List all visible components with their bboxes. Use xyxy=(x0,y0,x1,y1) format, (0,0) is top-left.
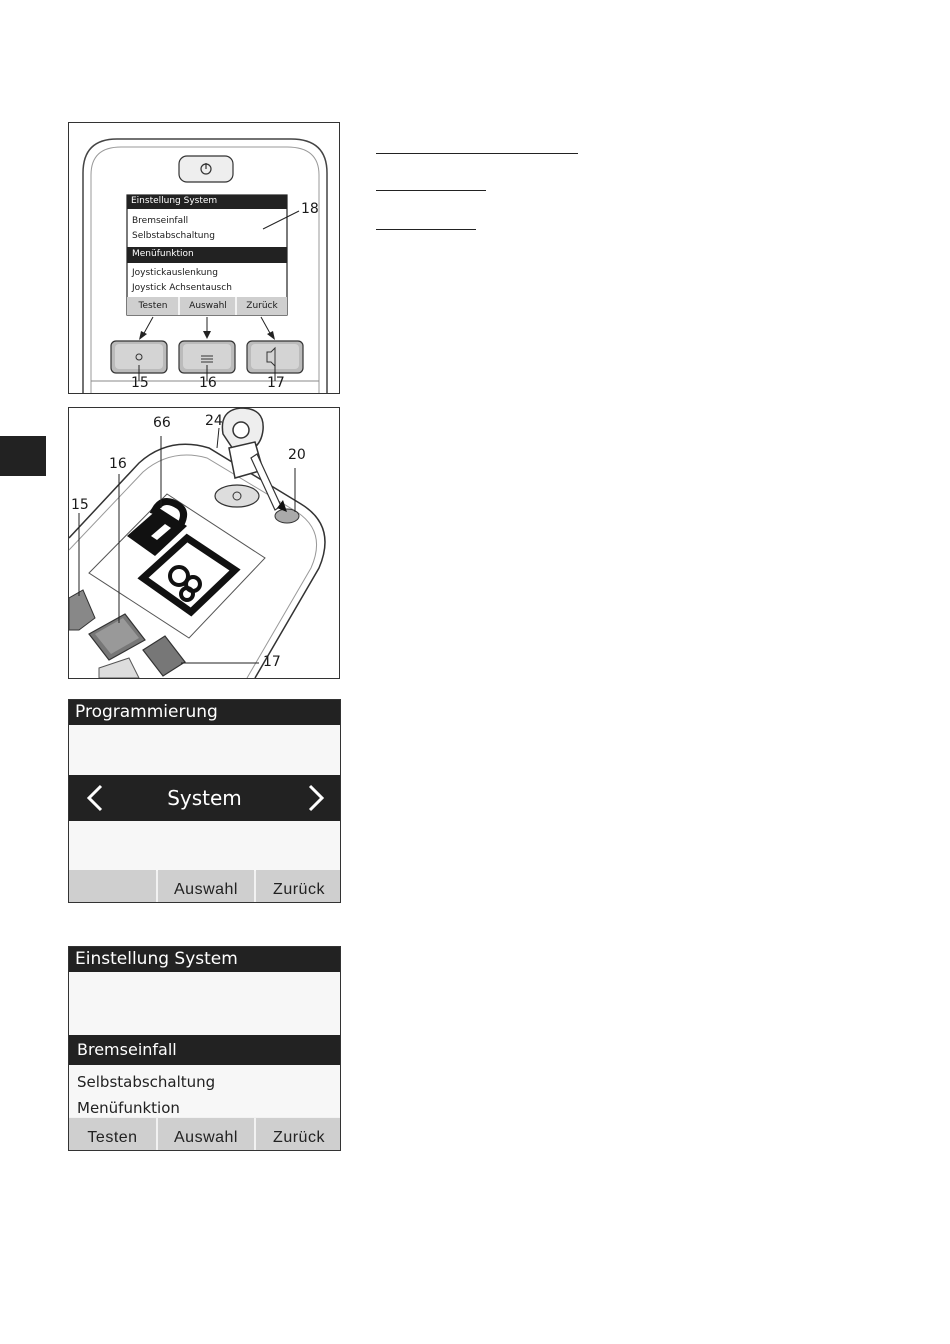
softkey-auswahl[interactable]: Auswahl xyxy=(158,870,254,902)
selection-band xyxy=(69,775,340,821)
softkey-zurueck[interactable]: Zurück xyxy=(256,870,341,902)
softkey-zurueck[interactable]: Zurück xyxy=(256,1118,341,1150)
display-item: Joystick Achsentausch xyxy=(132,283,232,293)
figure-control-panel xyxy=(68,122,340,394)
callout-number: 16 xyxy=(109,456,127,472)
display-item-selected: Menüfunktion xyxy=(132,249,194,259)
selected-item[interactable]: Bremseinfall xyxy=(69,1035,340,1065)
display-title: Einstellung System xyxy=(131,196,218,206)
underline-placeholder xyxy=(376,229,476,230)
screen-programmierung xyxy=(68,699,341,903)
callout-number: 16 xyxy=(199,375,217,391)
callout-number: 24 xyxy=(205,413,223,429)
screen-title: Programmierung xyxy=(69,700,340,725)
screen-title: Einstellung System xyxy=(69,947,340,972)
back-button[interactable] xyxy=(143,636,185,676)
callout-number: 66 xyxy=(153,415,171,431)
display-item: Selbstabschaltung xyxy=(132,231,215,241)
callout-number: 18 xyxy=(301,201,319,217)
list-item[interactable]: Selbstabschaltung xyxy=(77,1073,216,1091)
chevron-left-icon[interactable] xyxy=(85,784,105,812)
screen-einstellung-system xyxy=(68,946,341,1151)
figure-key-lock xyxy=(68,407,340,679)
selected-menu: System xyxy=(167,786,242,810)
underline-placeholder xyxy=(376,190,486,191)
softkey-label: Testen xyxy=(138,301,168,311)
callout-number: 15 xyxy=(71,497,89,513)
control-panel-drawing xyxy=(69,123,339,393)
underline-placeholder xyxy=(376,153,578,154)
softkey-testen[interactable]: Testen xyxy=(69,1118,156,1150)
display-item: Bremseinfall xyxy=(132,216,189,226)
softkey-empty[interactable] xyxy=(69,870,156,902)
softkey-auswahl[interactable]: Auswahl xyxy=(158,1118,254,1150)
chapter-tab xyxy=(0,436,46,476)
callout-number: 20 xyxy=(288,447,306,463)
power-button[interactable] xyxy=(215,485,259,507)
softkey-label: Auswahl xyxy=(189,301,227,311)
softkey-label: Zurück xyxy=(246,301,278,311)
chevron-right-icon[interactable] xyxy=(306,784,326,812)
callout-number: 15 xyxy=(131,375,149,391)
display-item: Joystickauslenkung xyxy=(132,268,218,278)
callout-number: 17 xyxy=(267,375,285,391)
callout-number: 17 xyxy=(263,654,281,670)
list-item[interactable]: Menüfunktion xyxy=(77,1099,180,1117)
